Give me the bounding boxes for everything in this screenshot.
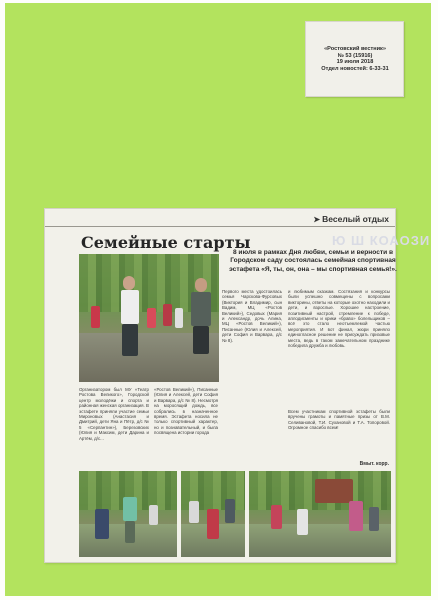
article-column-continuation: и любимым сказкам. Состязания и конкурсы были успешно совмещены с вопросами викторины, ответы на которые охотно находили и дети, и взрослые. Хорошее настроение, позитивный настрой, стремление к победе, аплодисменты и крики «браво» болельщиков – всё это стало неотъемлемой частью мероприятия. И вот финал, жюри приняло единогласное решение не присуждать призовые места, ведь в таком замечательном празднике победила дружба и любовь. (288, 289, 390, 349)
main-photo-relay-runners (79, 254, 219, 382)
runner-figure (191, 292, 211, 326)
child-figure (207, 509, 219, 539)
newspaper-clipping (44, 208, 431, 563)
article-lead: 8 июля в рамках Дня любви, семьи и верности в Городском саду состоялась семейная спортивная эстафета «Я, ты, он, она – мы спортивная семья!». (229, 249, 397, 273)
issue-number: № 53 (15916) (337, 52, 373, 59)
show-through-header: Ю Ш КОАОЗИ (332, 233, 431, 248)
rubric-divider (45, 226, 395, 227)
section-rubric (313, 214, 389, 224)
article-title: Семейные старты (81, 233, 251, 252)
photo-sack-race (79, 471, 177, 557)
woman-figure (123, 497, 137, 521)
article-column-organizers: Организатором был МУ «Театр Ростова Великого», Городской центр молодёжи и спорта и районная женская организация. В эстафете приняли участие семьи Мироновых (Анастасия и Дмитрий, дети Яна и Пётр, д/с № 5 «Серпантин»), Березовских (Юлия и Максим, дети Дарина и Артём, д/с... (79, 387, 149, 441)
arrow-icon: ➤ (313, 215, 321, 224)
article-column-weather: «Ростов Великий»), Писанные (Юлия и Алексей, дети София и Варвара, д/с № 8). Несмотря на моросящий дождь, все собрались в назначенное время. Эстафета носила не только спортивный характер, но и познавательный, и была посвящена истории города (154, 387, 218, 436)
article-byline: Вмыт. корр. (359, 461, 389, 467)
newspaper-source-label (305, 21, 404, 97)
photo-children-relay (181, 471, 245, 557)
woman-figure (349, 501, 363, 531)
article-column-winners: Первого места удостоилась семья Чарскова-Фурсовых (Виктория и Владимир, сын Вадим, МЦ «Ростов Великий»), Седовых (Мария и Александр, дочь Алина, МЦ «Ростов Великий»), Писанные (Юлия и Алексей, дети София и Варвара, д/с № 8). (222, 289, 282, 343)
photo-families-park (249, 471, 391, 557)
park-building (315, 479, 353, 503)
runner-figure (121, 290, 139, 324)
child-in-sack-figure (95, 509, 109, 539)
issue-date: 19 июля 2018 (336, 59, 374, 66)
article-column-thanks: Всем участникам спортивной эстафеты были вручены грамоты и памятные призы от В.М. Селивановой, Т.И. Сухановой и Т.А. Топоровой. Огромное спасибо всем! (288, 409, 390, 431)
newspaper-name: «Ростовский вестник» (324, 46, 386, 52)
section-rubric-label: Веселый отдых (322, 214, 389, 224)
news-desk-phone: Отдел новостей: 6-33-31 (321, 65, 389, 72)
